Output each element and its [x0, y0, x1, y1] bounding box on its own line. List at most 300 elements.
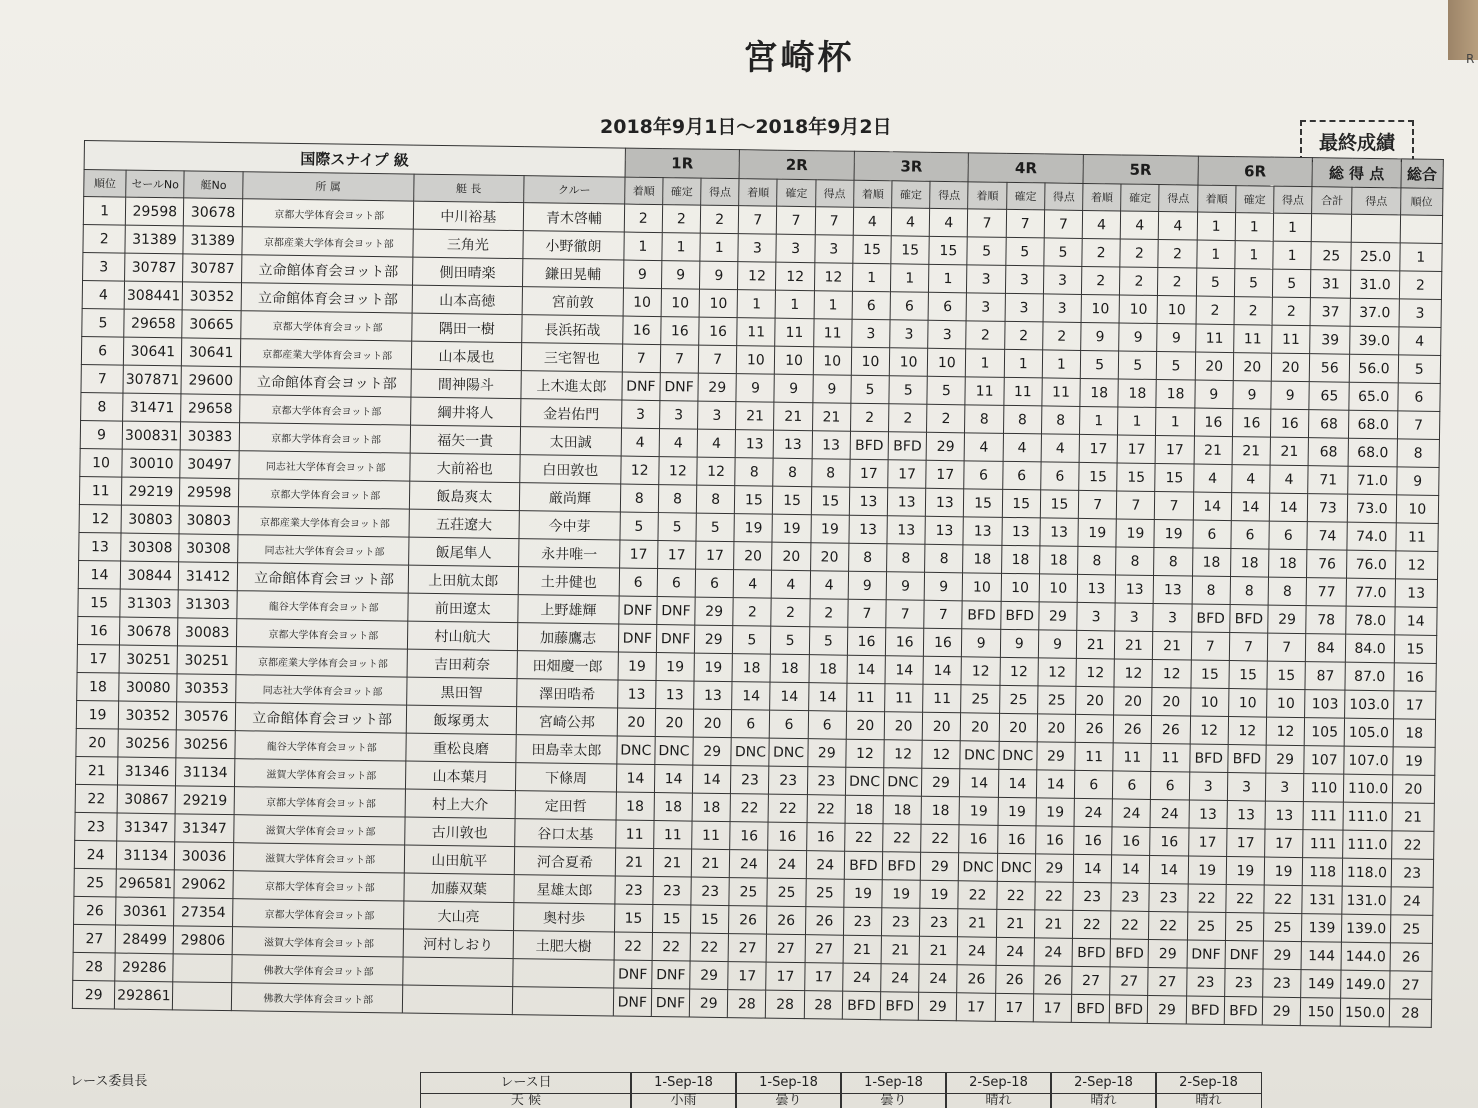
overall-rank-cell: 26 — [1390, 943, 1433, 972]
crew-cell: 田畑慶一郎 — [517, 651, 618, 680]
total-points-cell: 74.0 — [1347, 522, 1396, 551]
total-points-cell — [1352, 214, 1401, 243]
race-6-subheader-1: 確定 — [1235, 186, 1274, 214]
sail-no-cell: 30678 — [120, 617, 179, 646]
race-6-cell-0: 7 — [1191, 632, 1230, 661]
race-1-cell-1: 12 — [659, 457, 698, 486]
race-1-cell-2: 3 — [698, 401, 737, 430]
race-4-cell-1: 9 — [1000, 629, 1039, 658]
race-4-cell-1: BFD — [1000, 601, 1039, 630]
race-1-cell-0: 15 — [614, 904, 653, 933]
race-2-cell-2: 2 — [809, 599, 848, 628]
race-5-cell-1: 23 — [1111, 883, 1150, 912]
race-3-cell-0: 13 — [849, 515, 888, 544]
race-1-cell-0: DNF — [613, 988, 652, 1017]
race-3-cell-1: 20 — [884, 712, 923, 741]
total-points-cell: 56.0 — [1350, 354, 1399, 383]
race-2-cell-2: 29 — [807, 739, 846, 768]
race-5-cell-1: 3 — [1115, 603, 1154, 632]
race-2-cell-0: 17 — [728, 962, 767, 991]
race-6-cell-1: 20 — [1233, 353, 1272, 382]
weather-1: 小雨 — [630, 1092, 737, 1108]
race-2-cell-0: 7 — [739, 206, 778, 235]
race-2-cell-0: 9 — [736, 374, 775, 403]
race-4-cell-2: 2 — [1043, 322, 1082, 351]
race-4-cell-1: 18 — [1001, 545, 1040, 574]
race-2-cell-2: 19 — [811, 515, 850, 544]
race-1-cell-0: 6 — [619, 568, 658, 597]
helm-cell: 五荘遼大 — [409, 509, 520, 539]
race-5-cell-0: 21 — [1076, 630, 1115, 659]
hull-no-cell: 30083 — [178, 618, 237, 647]
race-2-cell-1: 3 — [776, 234, 815, 263]
race-1-cell-0: 20 — [617, 708, 656, 737]
race-4-cell-1: 4 — [1003, 433, 1042, 462]
race-3-cell-0: 4 — [853, 207, 892, 236]
total-sum-cell: 107 — [1304, 746, 1345, 775]
total-points-cell: 39.0 — [1350, 326, 1399, 355]
race-1-cell-2: 29 — [693, 737, 732, 766]
race-5-cell-1: 12 — [1114, 659, 1153, 688]
race-6-subheader-2: 得点 — [1274, 186, 1313, 214]
club-cell: 佛教大学体育会ヨット部 — [231, 983, 402, 1013]
race-4-cell-0: 24 — [958, 937, 997, 966]
overall-rank-cell: 15 — [1394, 635, 1437, 664]
race-2-cell-2: 3 — [815, 235, 854, 264]
race-3-cell-2: 3 — [928, 320, 967, 349]
club-cell: 立命館体育会ヨット部 — [235, 703, 406, 733]
total-points-cell: 110.0 — [1344, 774, 1393, 803]
overall-rank-cell: 16 — [1394, 663, 1437, 692]
total-header: 総 得 点 — [1312, 158, 1401, 188]
rank-cell: 22 — [75, 784, 118, 813]
col-club: 所 属 — [242, 172, 413, 201]
race-2-cell-2: 25 — [806, 879, 845, 908]
total-sum-cell: 150 — [1301, 998, 1342, 1027]
race-6-cell-1: BFD — [1224, 997, 1263, 1026]
hull-no-cell: 31134 — [176, 758, 235, 787]
race-4-cell-0: 12 — [961, 657, 1000, 686]
hull-no-cell: 30036 — [175, 842, 234, 871]
race-6-cell-2: 8 — [1268, 577, 1307, 606]
sail-no-cell: 29658 — [124, 309, 183, 338]
race-2-cell-0: 22 — [730, 794, 769, 823]
race-4-cell-1: 6 — [1002, 461, 1041, 490]
total-sum-cell: 84 — [1306, 634, 1347, 663]
total-points-cell: 144.0 — [1341, 942, 1390, 971]
race-1-cell-2: 1 — [700, 233, 739, 262]
race-5-cell-0: 7 — [1078, 490, 1117, 519]
race-3-cell-2: 2 — [927, 404, 966, 433]
rank-cell: 17 — [77, 644, 120, 673]
race-5-cell-0: 9 — [1081, 322, 1120, 351]
race-4-cell-0: 1 — [966, 349, 1005, 378]
overall-rank-cell: 1 — [1399, 243, 1442, 272]
race-1-cell-1: 14 — [654, 765, 693, 794]
rank-cell: 4 — [82, 280, 125, 309]
crew-cell: 宮崎公邦 — [516, 707, 617, 736]
race-6-cell-2: 13 — [1265, 801, 1304, 830]
race-3-cell-2: 22 — [921, 824, 960, 853]
overall-rank-cell: 7 — [1397, 411, 1440, 440]
overall-rank-cell: 27 — [1389, 971, 1432, 1000]
race-4-cell-1: 13 — [1002, 517, 1041, 546]
sail-no-cell: 30844 — [120, 561, 179, 590]
helm-cell: 山本葉月 — [405, 761, 516, 791]
crew-cell: 太田誠 — [520, 427, 621, 456]
total-points-cell: 65.0 — [1349, 382, 1398, 411]
race-4-cell-2: 19 — [1036, 798, 1075, 827]
race-5-cell-1: 19 — [1116, 519, 1155, 548]
race-3-subheader-2: 得点 — [930, 181, 969, 209]
total-sum-cell: 31 — [1311, 270, 1352, 299]
total-points-cell: 111.0 — [1343, 830, 1392, 859]
race-2-subheader-2: 得点 — [815, 180, 854, 208]
crew-cell: 奥村歩 — [514, 903, 615, 932]
overall-rank-cell: 24 — [1390, 887, 1433, 916]
race-2-cell-2: 18 — [809, 655, 848, 684]
crew-cell: 今中芽 — [519, 511, 620, 540]
race-5-cell-1: 2 — [1120, 267, 1159, 296]
race-6-cell-1: 1 — [1235, 241, 1274, 270]
race-3-cell-2: 24 — [919, 964, 958, 993]
race-2-cell-2: 14 — [808, 683, 847, 712]
race-2-cell-1: 7 — [777, 206, 816, 235]
helm-cell: 黒田智 — [406, 677, 517, 707]
race-2-cell-2: 17 — [804, 963, 843, 992]
race-3-cell-0: 12 — [846, 739, 885, 768]
race-5-cell-2: 18 — [1156, 380, 1195, 409]
race-1-cell-2: 9 — [700, 261, 739, 290]
race-6-cell-1: 5 — [1234, 269, 1273, 298]
sail-no-cell: 30352 — [118, 701, 177, 730]
race-6-cell-2: 29 — [1266, 745, 1305, 774]
club-cell: 滋賀大学体育会ヨット部 — [233, 815, 404, 845]
race-5-cell-0: 11 — [1075, 742, 1114, 771]
race-1-cell-1: 3 — [659, 401, 698, 430]
total-points-cell: 68.0 — [1349, 438, 1398, 467]
hull-no-cell: 30352 — [183, 282, 242, 311]
race-4-cell-1: 26 — [995, 965, 1034, 994]
race-1-cell-2: 23 — [691, 877, 730, 906]
race-3-cell-2: 16 — [924, 628, 963, 657]
sail-no-cell: 308441 — [124, 281, 183, 310]
race-4-cell-0: 25 — [961, 685, 1000, 714]
helm-cell: 飯塚勇太 — [406, 705, 517, 735]
race-3-cell-2: 17 — [926, 460, 965, 489]
race-1-cell-0: 23 — [615, 876, 654, 905]
results-table — [72, 140, 1444, 1028]
race-1-cell-1: 9 — [661, 261, 700, 290]
race-day-5: 2-Sep-18 — [1050, 1072, 1157, 1094]
race-1-cell-1: 23 — [653, 877, 692, 906]
race-4-cell-0: 3 — [967, 265, 1006, 294]
race-5-cell-1: BFD — [1110, 939, 1149, 968]
helm-cell: 加藤双葉 — [404, 873, 515, 903]
race-5-cell-0: 5 — [1080, 350, 1119, 379]
race-2-cell-2: 21 — [812, 403, 851, 432]
sail-no-cell: 29286 — [115, 953, 174, 982]
sail-no-cell: 30308 — [121, 533, 180, 562]
race-2-cell-1: 14 — [770, 682, 809, 711]
race-1-cell-2: 15 — [691, 905, 730, 934]
race-2-cell-0: 19 — [734, 514, 773, 543]
race-3-cell-2: 13 — [925, 516, 964, 545]
race-3-cell-2: 19 — [920, 880, 959, 909]
race-2-cell-2: 26 — [805, 907, 844, 936]
race-6-cell-0: 19 — [1188, 856, 1227, 885]
race-3-cell-0: DNC — [845, 767, 884, 796]
race-2-cell-0: 2 — [733, 598, 772, 627]
overall-rank-cell: 18 — [1393, 719, 1436, 748]
rank-cell: 19 — [76, 700, 119, 729]
race-5-cell-2: 5 — [1157, 352, 1196, 381]
race-header-6: 6R — [1198, 156, 1313, 187]
race-2-cell-1: 22 — [769, 794, 808, 823]
rank-cell: 25 — [74, 868, 117, 897]
race-4-cell-2: 6 — [1041, 462, 1080, 491]
helm-cell: 上田航太郎 — [408, 565, 519, 595]
sail-no-cell: 296581 — [116, 869, 175, 898]
race-3-cell-0: BFD — [844, 851, 883, 880]
club-cell: 龍谷大学体育会ヨット部 — [237, 591, 408, 621]
race-6-cell-2: 14 — [1269, 493, 1308, 522]
race-1-cell-2: 12 — [697, 457, 736, 486]
helm-cell: 古川敦也 — [404, 817, 515, 847]
rank-cell: 3 — [83, 252, 126, 281]
race-header-5: 5R — [1083, 154, 1198, 185]
club-cell: 京都産業大学体育会ヨット部 — [238, 507, 409, 537]
race-2-cell-0: 1 — [737, 290, 776, 319]
race-2-cell-1: 27 — [767, 934, 806, 963]
race-4-cell-1: 3 — [1005, 265, 1044, 294]
race-2-cell-1: 25 — [767, 878, 806, 907]
total-sum-cell: 103 — [1305, 690, 1346, 719]
weather-5: 晴れ — [1050, 1092, 1157, 1108]
race-3-cell-1: 22 — [883, 824, 922, 853]
race-5-cell-0: 18 — [1080, 378, 1119, 407]
race-4-cell-0: 4 — [965, 433, 1004, 462]
race-6-cell-2: 16 — [1270, 409, 1309, 438]
race-4-cell-0: 11 — [965, 377, 1004, 406]
race-4-cell-1: 16 — [997, 825, 1036, 854]
race-4-cell-0: 9 — [962, 629, 1001, 658]
race-5-cell-0: 23 — [1073, 882, 1112, 911]
total-points-cell: 105.0 — [1345, 718, 1394, 747]
race-6-cell-1: DNF — [1225, 941, 1264, 970]
race-6-cell-0: 9 — [1195, 380, 1234, 409]
race-1-cell-0: DNF — [622, 372, 661, 401]
race-5-cell-1: 14 — [1111, 855, 1150, 884]
race-3-cell-2: 10 — [928, 348, 967, 377]
rank-cell: 26 — [74, 896, 117, 925]
crew-cell: 土肥大樹 — [513, 931, 614, 960]
race-3-cell-1: 18 — [883, 796, 922, 825]
race-5-cell-1: 26 — [1113, 715, 1152, 744]
crew-cell: 宮前敦 — [522, 287, 623, 316]
race-5-cell-2: 2 — [1158, 268, 1197, 297]
overall-rank-cell: 17 — [1393, 691, 1436, 720]
total-points-cell: 149.0 — [1341, 970, 1390, 999]
sail-no-cell: 31346 — [118, 757, 177, 786]
race-6-cell-0: 8 — [1192, 576, 1231, 605]
overall-rank-cell: 2 — [1399, 271, 1442, 300]
total-sum-cell: 25 — [1311, 242, 1352, 271]
total-sum-cell: 110 — [1304, 774, 1345, 803]
race-3-cell-1: 13 — [887, 488, 926, 517]
race-5-cell-1: 18 — [1118, 379, 1157, 408]
race-4-cell-1: 24 — [996, 937, 1035, 966]
race-2-cell-0: 18 — [732, 654, 771, 683]
total-sum-cell: 74 — [1307, 522, 1348, 551]
race-1-cell-1: 15 — [652, 905, 691, 934]
rank-cell: 28 — [73, 952, 116, 981]
club-cell: 滋賀大学体育会ヨット部 — [234, 759, 405, 789]
race-1-cell-2: 29 — [694, 625, 733, 654]
club-cell: 京都産業大学体育会ヨット部 — [236, 647, 407, 677]
race-3-cell-2: 29 — [922, 768, 961, 797]
race-6-cell-1: 17 — [1226, 829, 1265, 858]
race-3-cell-0: 2 — [850, 403, 889, 432]
rank-cell: 24 — [74, 840, 117, 869]
weather-3: 曇り — [840, 1092, 947, 1108]
race-2-cell-1: 16 — [768, 822, 807, 851]
race-5-cell-2: 24 — [1150, 799, 1189, 828]
rank-cell: 8 — [81, 392, 124, 421]
race-2-cell-1: 11 — [775, 318, 814, 347]
race-5-cell-1: 7 — [1117, 491, 1156, 520]
race-2-cell-1: 18 — [770, 654, 809, 683]
race-5-cell-0: BFD — [1071, 994, 1110, 1023]
overall-rank-cell: 28 — [1389, 999, 1432, 1028]
race-3-cell-0: 17 — [850, 459, 889, 488]
race-3-cell-0: 11 — [846, 683, 885, 712]
race-6-cell-2: 3 — [1265, 773, 1304, 802]
race-5-cell-0: 16 — [1074, 826, 1113, 855]
rank-cell: 14 — [78, 560, 121, 589]
race-5-cell-1: 2 — [1120, 239, 1159, 268]
race-5-cell-0: 13 — [1077, 574, 1116, 603]
race-4-cell-0: 8 — [965, 405, 1004, 434]
club-cell: 立命館体育会ヨット部 — [240, 367, 411, 397]
race-2-cell-2: 6 — [808, 711, 847, 740]
race-6-cell-0: 1 — [1196, 240, 1235, 269]
total-points-cell: 131.0 — [1342, 886, 1391, 915]
race-3-cell-0: 1 — [852, 263, 891, 292]
rank-cell: 12 — [79, 504, 122, 533]
race-4-cell-2: 15 — [1040, 490, 1079, 519]
race-1-cell-0: 21 — [615, 848, 654, 877]
race-5-cell-0: 14 — [1073, 854, 1112, 883]
helm-cell: 側田晴楽 — [412, 257, 523, 287]
race-6-cell-0: DNF — [1187, 940, 1226, 969]
race-6-cell-0: 11 — [1195, 324, 1234, 353]
race-4-cell-0: 13 — [963, 517, 1002, 546]
race-5-cell-2: 1 — [1156, 407, 1195, 436]
race-5-cell-0: 10 — [1081, 294, 1120, 323]
race-1-cell-1: 4 — [659, 429, 698, 458]
race-5-cell-2: 10 — [1157, 296, 1196, 325]
club-cell: 京都産業大学体育会ヨット部 — [240, 339, 411, 369]
race-3-cell-0: 22 — [845, 823, 884, 852]
race-1-cell-0: DNF — [618, 596, 657, 625]
race-5-cell-1: 20 — [1114, 687, 1153, 716]
race-3-cell-2: 13 — [926, 488, 965, 517]
rank-cell: 6 — [81, 336, 124, 365]
total-sum-cell: 39 — [1310, 326, 1351, 355]
race-2-cell-2: 27 — [805, 935, 844, 964]
race-4-cell-0: 3 — [967, 293, 1006, 322]
race-4-cell-2: 11 — [1042, 378, 1081, 407]
race-4-cell-2: 9 — [1038, 630, 1077, 659]
race-day-3: 1-Sep-18 — [840, 1072, 947, 1094]
hull-no-cell: 30787 — [183, 254, 242, 283]
hull-no-cell: 31389 — [183, 226, 242, 255]
race-1-cell-0: 19 — [618, 652, 657, 681]
race-6-cell-0: 6 — [1193, 520, 1232, 549]
club-cell: 京都大学体育会ヨット部 — [232, 899, 403, 929]
sail-no-cell: 30641 — [124, 337, 183, 366]
race-2-cell-0: 6 — [732, 710, 771, 739]
hull-no-cell: 31303 — [178, 590, 237, 619]
rank-cell: 18 — [77, 672, 120, 701]
race-4-cell-0: 20 — [961, 713, 1000, 742]
race-5-subheader-2: 得点 — [1159, 185, 1198, 213]
total-sum-cell: 139 — [1302, 914, 1343, 943]
race-6-cell-1: 16 — [1232, 409, 1271, 438]
helm-cell: 山本晟也 — [411, 341, 522, 371]
committee-label: レース委員長 — [70, 1074, 148, 1089]
sail-no-cell: 28499 — [115, 925, 174, 954]
race-2-cell-2: 12 — [814, 263, 853, 292]
sail-no-cell: 31471 — [123, 393, 182, 422]
race-3-cell-0: 7 — [848, 599, 887, 628]
race-5-cell-0: 27 — [1072, 966, 1111, 995]
race-3-cell-1: 17 — [888, 460, 927, 489]
race-1-cell-0: 1 — [624, 232, 663, 261]
hull-no-cell: 30665 — [182, 310, 241, 339]
hull-no-cell: 30256 — [176, 730, 235, 759]
race-6-cell-2: 11 — [1272, 325, 1311, 354]
helm-cell: 三角光 — [413, 229, 524, 259]
col-helm: 艇 長 — [413, 174, 524, 203]
club-cell: 京都大学体育会ヨット部 — [234, 787, 405, 817]
crew-cell: 澤田晧希 — [517, 679, 618, 708]
race-2-cell-0: 16 — [730, 822, 769, 851]
race-5-cell-2: 2 — [1158, 240, 1197, 269]
race-3-cell-1: 1 — [891, 264, 930, 293]
rank-cell: 29 — [72, 980, 115, 1009]
race-3-cell-2: 29 — [926, 432, 965, 461]
race-6-cell-2: 29 — [1268, 605, 1307, 634]
race-6-cell-0: 25 — [1187, 912, 1226, 941]
race-2-cell-1: 13 — [774, 430, 813, 459]
race-1-cell-2: 29 — [690, 961, 729, 990]
race-2-cell-1: 1 — [776, 290, 815, 319]
total-sum-cell: 68 — [1309, 410, 1350, 439]
race-2-cell-2: 4 — [810, 571, 849, 600]
race-1-cell-1: 20 — [655, 709, 694, 738]
race-3-cell-1: 21 — [881, 936, 920, 965]
race-5-cell-1: 8 — [1116, 547, 1155, 576]
race-3-cell-1: 2 — [889, 404, 928, 433]
race-3-cell-0: BFD — [850, 431, 889, 460]
race-4-subheader-0: 着順 — [968, 182, 1007, 210]
race-2-cell-0: 13 — [735, 430, 774, 459]
total-points-cell: 68.0 — [1349, 410, 1398, 439]
race-4-cell-2: 21 — [1034, 910, 1073, 939]
race-3-cell-1: 9 — [886, 572, 925, 601]
